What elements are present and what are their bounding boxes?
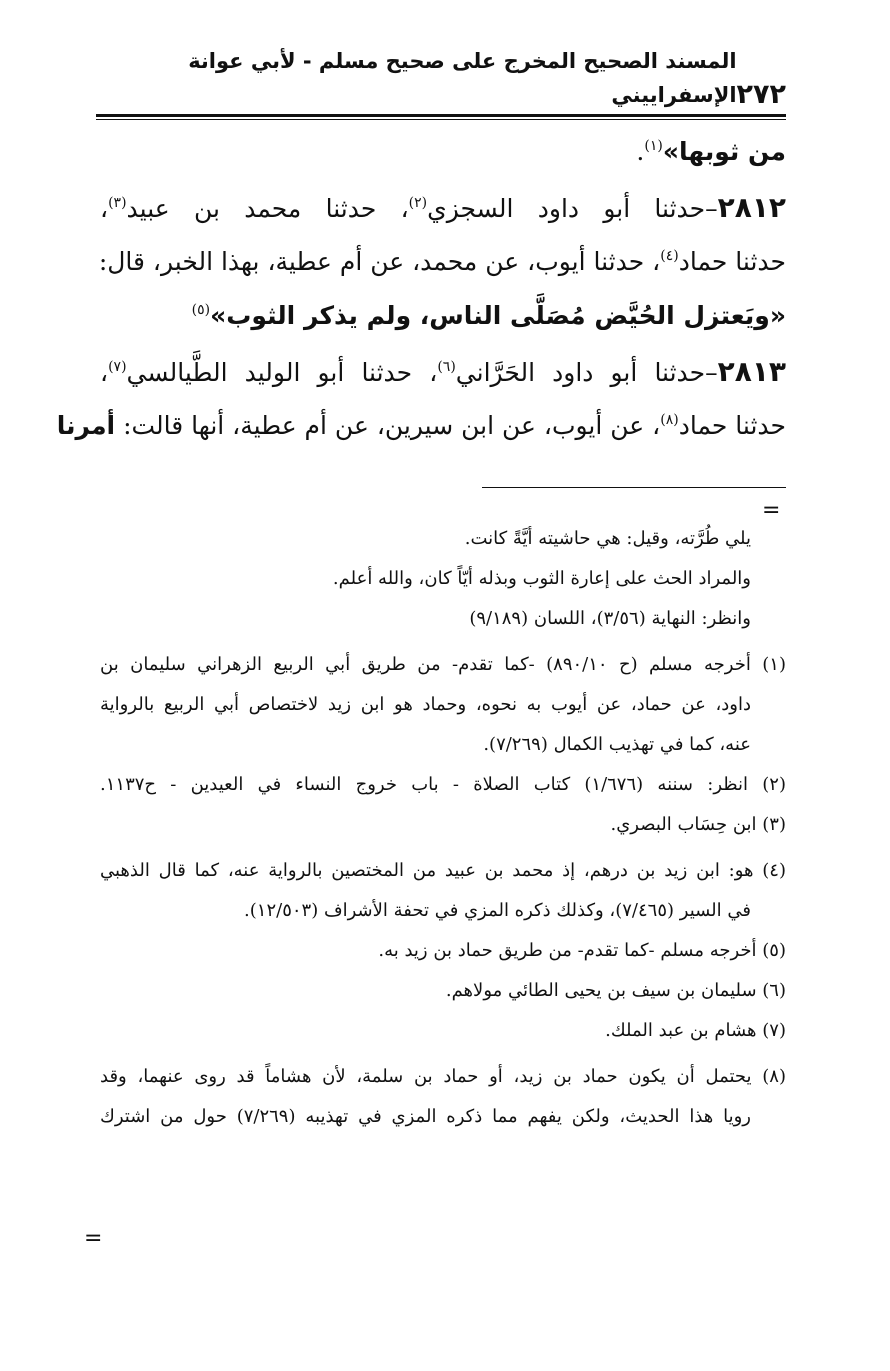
hadith-2813-line-2: [56, 399, 786, 453]
footnote-2: [100, 765, 786, 805]
footnote-3: [100, 805, 786, 845]
isnad-part: –حدثنا أبو داود السجزي: [427, 194, 718, 223]
footnote-ref-1: (١): [644, 138, 663, 154]
isnad-part: حدثنا حماد: [678, 247, 786, 276]
footnote-line: (١) أخرجه مسلم (ح ٨٩٠/١٠) -كما تقدم- من طريق أبي الربيع الزهراني سليمان بن: [100, 654, 786, 675]
hadith-2812-matn: [100, 289, 786, 343]
running-title: المسند الصحيح المخرج على صحيح مسلم - لأبي عوانة الإسفراييني: [188, 49, 737, 107]
header-rule-thin: [96, 119, 786, 120]
hadith-number-2812: ٢٨١٢: [717, 191, 786, 224]
footnote-line: في السير (٧/٤٦٥)، وكذلك ذكره المزي في تحفة الأشراف (١٢/٥٠٣).: [244, 900, 751, 921]
footnote-line: (٨) يحتمل أن يكون حماد بن زيد، أو حماد بن سلمة، لأن هشاماً قد روى عنهما، وقد: [100, 1066, 786, 1087]
footnote-continuation: [100, 519, 786, 639]
footnote-separator: [482, 487, 786, 488]
hadith-2813-line-1: [100, 345, 786, 399]
footnote-line: والمراد الحث على إعارة الثوب وبذله أيّاً كان، والله أعلم.: [332, 568, 751, 589]
footnote-line: (٤) هو: ابن زيد بن درهم، إذ محمد بن عبيد من المختصين بالرواية عنه، كما قال الذهبي: [100, 860, 786, 881]
period: .: [636, 137, 645, 166]
hadith-2812-line-1: [100, 181, 786, 235]
footnote-line: داود، عن حماد، عن أيوب به نحوه، وحماد هو ابن زيد لاختصاص أبي الربيع بالرواية: [100, 694, 751, 715]
footnote-line: يلي طُرَّته، وقيل: هي حاشيته أيَّةً كانت.: [464, 528, 751, 549]
footnote-6: [100, 971, 786, 1011]
matn-start: أمرنا: [56, 411, 116, 440]
footnote-4: [100, 851, 786, 931]
continuation-mark-top: =: [762, 498, 781, 523]
footnote-ref-5: (٥): [191, 302, 211, 318]
comma: ،: [100, 358, 109, 387]
footnote-ref-3: (٣): [108, 195, 127, 211]
footnote-line: عنه، كما في تهذيب الكمال (٧/٢٦٩).: [483, 734, 751, 755]
isnad-part: ، حدثنا أيوب، عن محمد، عن أم عطية، بهذا الخبر، قال:: [98, 247, 661, 276]
footnote-line: (٥) أخرجه مسلم -كما تقدم- من طريق حماد بن زيد به.: [378, 940, 786, 961]
page-number: ٢٧٢: [736, 79, 786, 110]
continuation-mark-bottom: =: [84, 1226, 103, 1251]
footnote-line: (٢) انظر: سننه (١/٦٧٦) كتاب الصلاة - باب خروج النساء في العيدين - ح١١٣٧.: [100, 774, 786, 795]
page-header: [96, 49, 786, 112]
footnote-line: وانظر: النهاية (٣/٥٦)، اللسان (٩/١٨٩): [469, 608, 751, 629]
footnotes: [100, 519, 786, 1137]
comma: ،: [100, 194, 109, 223]
text-line-1: [100, 125, 786, 179]
hadith-2812-line-2: [100, 235, 786, 289]
matn-text: «ويَعتزل الحُيَّض مُصَلَّى الناس، ولم يذكر الثوب»: [210, 301, 786, 330]
quote-end: من ثوبها»: [662, 137, 786, 166]
footnote-line: رويا هذا الحديث، ولكن يفهم مما ذكره المزي في تهذيبه (٧/٢٦٩) حول من اشترك: [100, 1106, 751, 1127]
footnote-ref-6: (٦): [437, 359, 456, 375]
isnad-part: ، حدثنا أبو الوليد الطَّيالسي: [126, 358, 438, 387]
isnad-part: –حدثنا أبو داود الحَرَّاني: [455, 358, 718, 387]
isnad-part: ، عن أيوب، عن ابن سيرين، عن أم عطية، أنها قالت:: [115, 411, 661, 440]
footnote-line: (٦) سليمان بن سيف بن يحيى الطائي مولاهم.: [445, 980, 786, 1001]
footnote-7: [100, 1011, 786, 1051]
footnote-8: [100, 1057, 786, 1137]
footnote-ref-7: (٧): [108, 359, 127, 375]
footnote-5: [100, 931, 786, 971]
hadith-number-2813: ٢٨١٣: [717, 355, 786, 388]
footnote-ref-4: (٤): [660, 248, 679, 264]
footnote-ref-2: (٢): [408, 195, 428, 211]
footnote-ref-8: (٨): [660, 412, 679, 428]
isnad-part: حدثنا حماد: [678, 411, 786, 440]
footnote-1: [100, 645, 786, 765]
footnote-line: (٣) ابن حِسَاب البصري.: [610, 814, 786, 835]
header-rule-thick: [96, 114, 786, 117]
main-text: [56, 125, 786, 453]
isnad-part: ، حدثنا محمد بن عبيد: [126, 194, 409, 223]
footnote-line: (٧) هشام بن عبد الملك.: [605, 1020, 786, 1041]
